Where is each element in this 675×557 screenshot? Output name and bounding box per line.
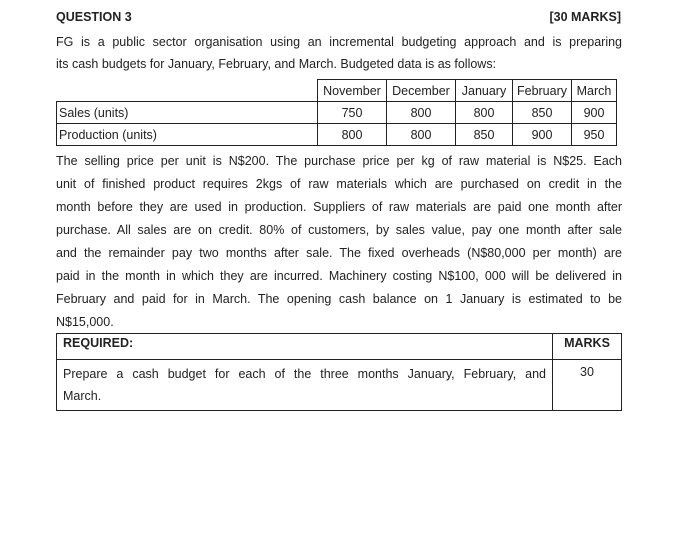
body-line: N$15,000. bbox=[56, 315, 114, 329]
body-line: purchase. All sales are on credit. 80% of customers, by sales value, pay one month after sale bbox=[56, 223, 622, 237]
required-heading: REQUIRED: bbox=[57, 334, 553, 360]
body-paragraph bbox=[56, 150, 622, 334]
table-cell: 850 bbox=[513, 102, 572, 124]
task-line: Prepare a cash budget for each of the three months January, February, and bbox=[63, 367, 546, 381]
table-row bbox=[57, 102, 617, 124]
table-cell: 850 bbox=[456, 124, 513, 146]
body-line: paid in the month in which they are incurred. Machinery costing N$100, 000 will be delivered in bbox=[56, 269, 622, 283]
table-header-cell: January bbox=[456, 80, 513, 102]
table-header-cell: December bbox=[387, 80, 456, 102]
intro-line: FG is a public sector organisation using an incremental budgeting approach and is preparing bbox=[56, 35, 622, 49]
body-line: unit of finished product requires 2kgs of raw materials which are purchased on credit in the bbox=[56, 177, 622, 191]
budget-table bbox=[56, 79, 617, 146]
required-header-row bbox=[57, 334, 622, 360]
body-line: The selling price per unit is N$200. The purchase price per kg of raw material is N$25. Each bbox=[56, 154, 622, 168]
required-table bbox=[56, 333, 622, 411]
table-cell: 800 bbox=[318, 124, 387, 146]
table-cell: 800 bbox=[387, 102, 456, 124]
table-cell: 800 bbox=[456, 102, 513, 124]
table-header-cell: February bbox=[513, 80, 572, 102]
table-cell: 750 bbox=[318, 102, 387, 124]
table-row bbox=[57, 124, 617, 146]
table-header-row bbox=[57, 80, 617, 102]
question-header bbox=[56, 10, 621, 26]
table-cell: 900 bbox=[513, 124, 572, 146]
question-title: QUESTION 3 bbox=[56, 10, 132, 24]
table-cell: 950 bbox=[572, 124, 617, 146]
table-corner-cell bbox=[57, 80, 318, 102]
body-line: month before they are used in production. Suppliers of raw materials are paid one month after bbox=[56, 200, 622, 214]
required-task-row bbox=[57, 360, 622, 411]
required-task bbox=[57, 360, 553, 411]
row-label: Sales (units) bbox=[57, 102, 318, 124]
table-cell: 800 bbox=[387, 124, 456, 146]
row-label: Production (units) bbox=[57, 124, 318, 146]
task-line: March. bbox=[63, 389, 102, 403]
table-cell: 900 bbox=[572, 102, 617, 124]
table-header-cell: November bbox=[318, 80, 387, 102]
intro-paragraph bbox=[56, 31, 622, 75]
marks-value: 30 bbox=[553, 360, 622, 411]
body-line: February and paid for in March. The opening cash balance on 1 January is estimated to be bbox=[56, 292, 622, 306]
body-line: and the remainder pay two months after sale. The fixed overheads (N$80,000 per month) are bbox=[56, 246, 622, 260]
intro-line: its cash budgets for January, February, and March. Budgeted data is as follows: bbox=[56, 57, 497, 71]
table-header-cell: March bbox=[572, 80, 617, 102]
question-marks: [30 MARKS] bbox=[549, 10, 621, 24]
marks-heading: MARKS bbox=[553, 334, 622, 360]
